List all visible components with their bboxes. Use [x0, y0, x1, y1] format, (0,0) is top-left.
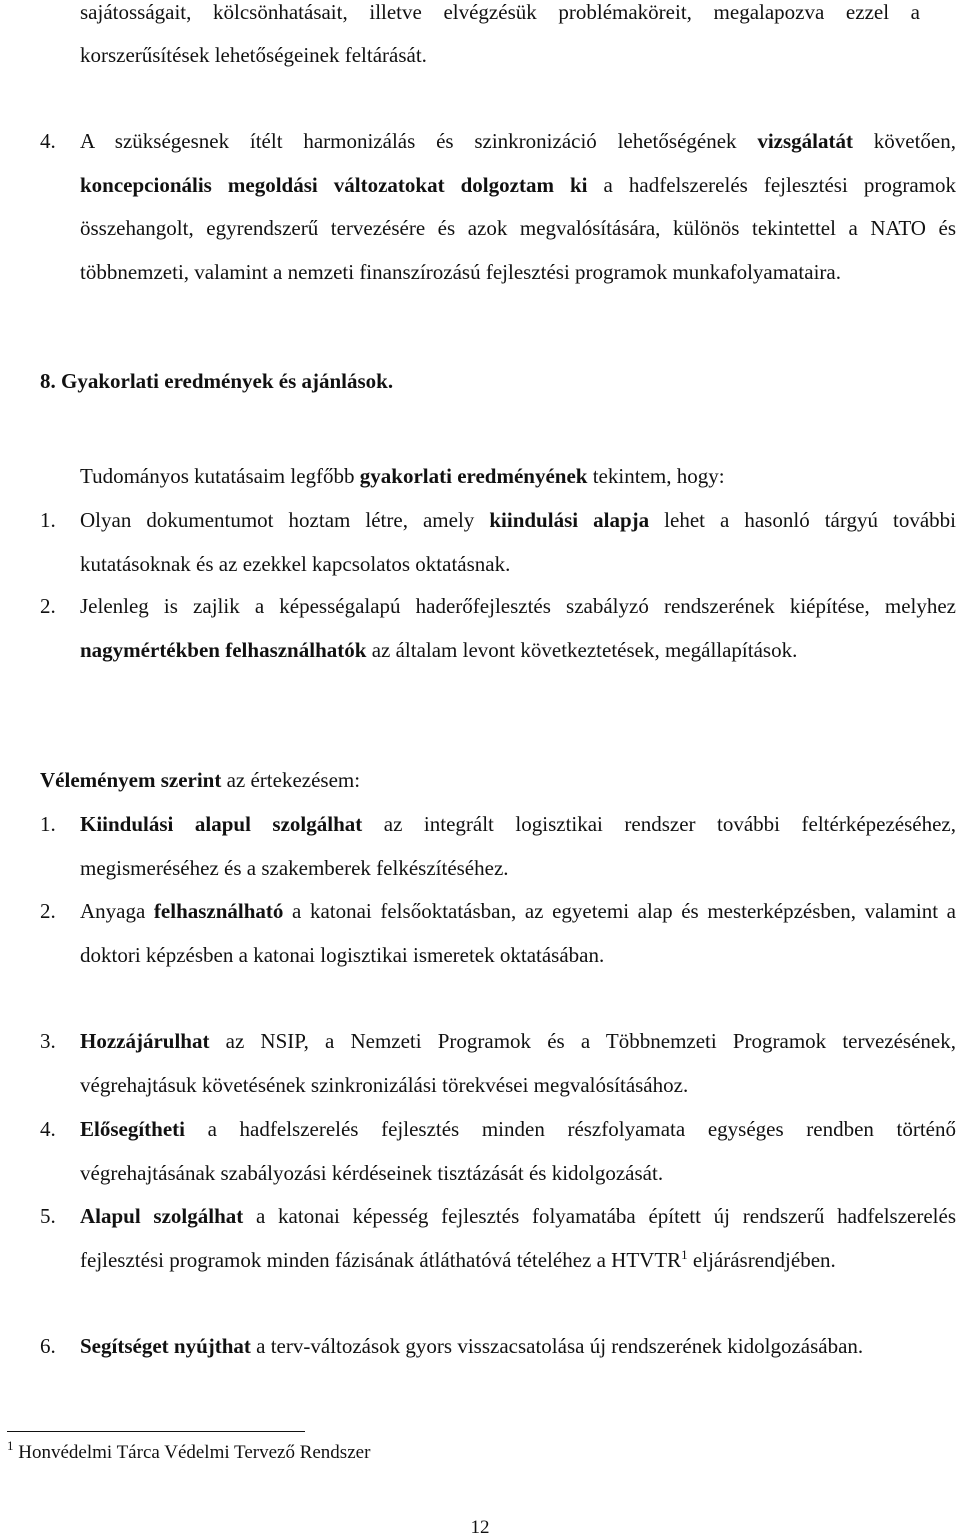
intro-continuation-text-a: sajátosságait, kölcsönhatásait, illetve elvégzésük problémaköreit, megalapozva ezzel a: [80, 0, 920, 24]
s8-item2-bold: nagymértékben felhasználhatók: [80, 637, 367, 662]
s8-item1-text-2: lehet a hasonló tárgyú további kutatásoknak és az ezekkel kapcsolatos oktatásnak.: [80, 508, 957, 576]
op-item6-number: 6.: [40, 1334, 56, 1358]
op-item1-number: 1.: [40, 812, 56, 836]
section8-intro: [80, 455, 956, 499]
op-item5-bold: Alapul szolgálhat: [80, 1204, 244, 1228]
s8-item1-bold: kiindulási alapja: [489, 508, 650, 532]
opinion-intro: [40, 759, 956, 803]
footnote-reference: 1: [681, 1246, 688, 1262]
item4-bold-1: vizsgálatát: [757, 129, 853, 153]
item4-text-3: a hadfelszerelés fejlesztési programok összehangolt, egyrendszerű tervezésére és azok megvalósítására, különös tekintettel a NATO és többnemzeti, valamint a nemzeti finanszírozású fejlesztési programok munkafolyamataira.: [80, 172, 956, 284]
footnote-marker: 1: [7, 1438, 14, 1453]
intro-continuation-line1: [80, 0, 920, 35]
s8-item2-paragraph: [80, 585, 956, 672]
op-item4-number: 4.: [40, 1117, 56, 1141]
op-item5-number: 5.: [40, 1204, 56, 1228]
op-item2-bold: felhasználható: [153, 899, 284, 923]
op-item6-text: a terv-változások gyors visszacsatolása új rendszerének kidolgozásában.: [250, 1334, 864, 1358]
op-item2-number: 2.: [40, 899, 56, 923]
op-item6-bold: Segítséget nyújthat: [80, 1334, 251, 1358]
op-item2-paragraph: [80, 890, 956, 977]
footnote-text: Honvédelmi Tárca Védelmi Tervező Rendszer: [13, 1442, 371, 1463]
s8-item2-number: 2.: [40, 594, 56, 618]
op-item4-bold: Elősegítheti: [80, 1117, 185, 1141]
s8-item2-text-1: Jelenleg is zajlik a képességalapú haderőfejlesztés szabályzó rendszerének kiépítése, melyhez: [80, 594, 956, 618]
item4-text-2: követően,: [873, 129, 957, 153]
op-item2-text: a katonai felsőoktatásban, az egyetemi alap és mesterképzésben, valamint a doktori képzésben a katonai logisztikai ismeretek oktatásában.: [80, 899, 956, 967]
op-item3-text: az NSIP, a Nemzeti Programok és a Többnemzeti Programok tervezésének, végrehajtásuk követésének szinkronizálási törekvései megvalósításához.: [80, 1029, 956, 1097]
section8-intro-bold: gyakorlati eredményének: [359, 464, 588, 488]
page-number: 12: [470, 1517, 490, 1538]
op-item1-paragraph: [80, 803, 956, 890]
item4-text-1: A szükségesnek ítélt harmonizálás és szinkronizáció lehetőségének: [80, 129, 758, 153]
op-item4-text: a hadfelszerelés fejlesztés minden részfolyamata egységes rendben történő végrehajtásának szabályozási kérdéseinek tisztázását és kidolgozását.: [80, 1117, 956, 1185]
section8-intro-text-2: tekintem, hogy:: [587, 464, 725, 488]
intro-continuation-text-b: korszerűsítések lehetőségeinek feltárását.: [80, 43, 427, 67]
opinion-bold: Véleményem szerint: [40, 768, 222, 792]
op-item2-text-0: Anyaga: [80, 899, 154, 923]
s8-item1-number: 1.: [40, 508, 56, 532]
footnote-separator: [7, 1431, 305, 1432]
op-item1-bold: Kiindulási alapul szolgálhat: [80, 812, 363, 836]
s8-item1-text-1: Olyan dokumentumot hoztam létre, amely: [80, 508, 490, 532]
section8-intro-text-1: Tudományos kutatásaim legfőbb: [80, 464, 360, 488]
intro-continuation-line2: [80, 34, 920, 78]
op-item3-paragraph: [80, 1020, 956, 1107]
op-item5-text-2: eljárásrendjében.: [687, 1247, 836, 1272]
op-item5-text-1: a katonai képesség fejlesztés folyamatába épített új rendszerű hadfelszerelés fejlesztési programok minden fázisának átláthatóvá tételéhez a HTVTR: [80, 1204, 957, 1272]
opinion-rest: az értekezésem:: [221, 768, 361, 792]
op-item5-paragraph: [80, 1195, 956, 1282]
op-item6-paragraph: [80, 1325, 956, 1369]
op-item3-bold: Hozzájárulhat: [80, 1029, 210, 1053]
op-item4-paragraph: [80, 1108, 956, 1195]
s8-item1-paragraph: [80, 499, 956, 586]
op-item3-number: 3.: [40, 1029, 56, 1053]
s8-item2-text-2: az általam levont következtetések, megállapítások.: [366, 637, 798, 662]
item4-number: 4.: [40, 129, 56, 153]
section-heading: 8. Gyakorlati eredmények és ajánlások.: [40, 369, 394, 393]
op-item1-text: az integrált logisztikai rendszer további feltérképezéséhez, megismeréséhez és a szakemberek felkészítéséhez.: [80, 812, 956, 880]
item4-bold-2: koncepcionális megoldási változatokat dolgoztam ki: [80, 172, 588, 197]
item4-paragraph: [80, 120, 956, 294]
footnote: [7, 1440, 370, 1466]
